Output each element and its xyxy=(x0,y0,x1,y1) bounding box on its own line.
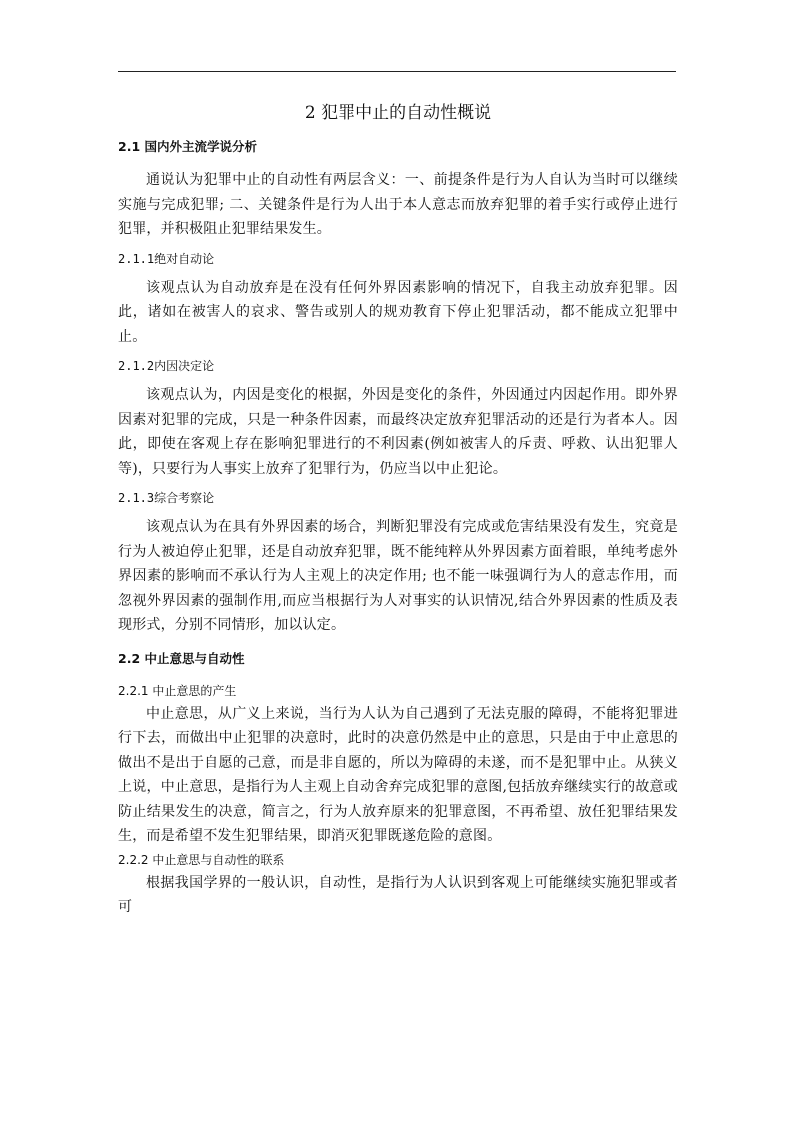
paragraph: 根据我国学界的一般认识，自动性，是指行为人认识到客观上可能继续实施犯罪或者可 xyxy=(118,874,678,915)
section-heading-2-2: 2.2 中止意思与自动性 xyxy=(118,650,245,666)
header-rule xyxy=(118,71,676,72)
subsection-heading-2-1-2: 2.1.2内因决定论 xyxy=(118,359,215,373)
chapter-title: 2 犯罪中止的自动性概说 xyxy=(304,103,492,123)
paragraph: 该观点认为在具有外界因素的场合，判断犯罪没有完成或危害结果没有发生，究竟是行为人被迫停止犯罪，还是自动放弃犯罪，既不能纯粹从外界因素方面着眼，单纯考虑外界因素的影响而不承认行为人主观上的决定作用; 也不能一味强调行为人的意志作用，而忽视外界因素的强制作用,而应当根据行为人对事实的认识情况,结合外界因素的性质及表现形式，分别不同情形，加以认定。 xyxy=(118,519,678,633)
subsection-heading-2-2-1: 2.2.1 中止意思的产生 xyxy=(118,683,237,698)
subsection-heading-2-2-2: 2.2.2 中止意思与自动性的联系 xyxy=(118,852,285,867)
paragraph: 通说认为犯罪中止的自动性有两层含义：一、前提条件是行为人自认为当时可以继续实施与完成犯罪; 二、关键条件是行为人出于本人意志而放弃犯罪的着手实行或停止进行犯罪，并积极阻止犯罪结果发生。 xyxy=(118,172,678,237)
subsection-heading-2-1-1: 2.1.1绝对自动论 xyxy=(118,251,215,266)
paragraph: 该观点认为，内因是变化的根据，外因是变化的条件，外因通过内因起作用。即外界因素对犯罪的完成，只是一种条件因素，而最终决定放弃犯罪活动的还是行为者本人。因此，即使在客观上存在影响犯罪进行的不利因素(例如被害人的斥责、呼救、认出犯罪人等)，只要行为人事实上放弃了犯罪行为，仍应当以中止犯论。 xyxy=(118,387,678,477)
subsection-heading-2-1-3: 2.1.3综合考察论 xyxy=(118,491,215,505)
paragraph: 该观点认为自动放弃是在没有任何外界因素影响的情况下，自我主动放弃犯罪。因此，诸如在被害人的哀求、警告或别人的规劝教育下停止犯罪活动，都不能成立犯罪中止。 xyxy=(118,279,678,345)
section-heading-2-1: 2.1 国内外主流学说分析 xyxy=(118,139,257,154)
document-body xyxy=(118,98,678,920)
paragraph: 中止意思，从广义上来说，当行为人认为自己遇到了无法克服的障碍，不能将犯罪进行下去，而做出中止犯罪的决意时，此时的决意仍然是中止的意思，只是由于中止意思的做出不是出于自愿的己意，而是非自愿的，所以为障碍的未遂，而不是犯罪中止。从狭义上说，中止意思，是指行为人主观上自动舍弃完成犯罪的意图,包括放弃继续实行的故意或防止结果发生的决意，简言之，行为人放弃原来的犯罪意图，不再希望、放任犯罪结果发生，而是希望不发生犯罪结果，即消灭犯罪既遂危险的意图。 xyxy=(118,705,678,844)
